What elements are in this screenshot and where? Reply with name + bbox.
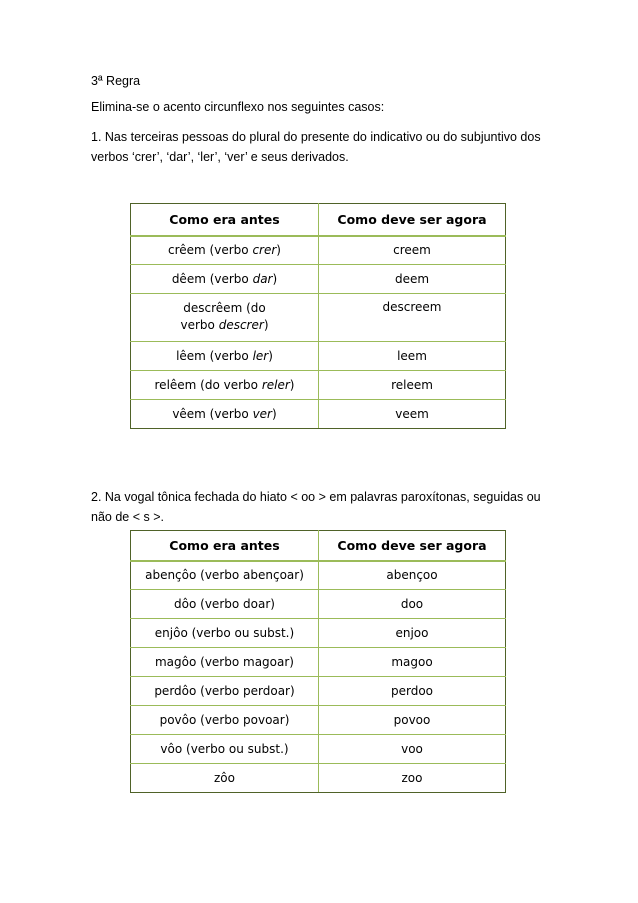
table-row [131,764,506,793]
table-row [131,342,506,371]
cell-before: zôo [131,764,319,793]
cell-now: doo [319,590,506,619]
cell-before: perdôo (verbo perdoar) [131,677,319,706]
table-row [131,561,506,590]
cell-now: perdoo [319,677,506,706]
cell-before: enjôo (verbo ou subst.) [131,619,319,648]
case1-table [130,203,506,429]
cell-now: enjoo [319,619,506,648]
table-row [131,590,506,619]
cell-now: povoo [319,706,506,735]
rule-title: 3ª Regra [91,74,141,88]
cell-now: creem [319,236,506,265]
cell-before: abençôo (verbo abençoar) [131,561,319,590]
case2-table [130,530,506,793]
cell-before: vôo (verbo ou subst.) [131,735,319,764]
case1-text: 1. Nas terceiras pessoas do plural do presente do indicativo ou do subjuntivo dos verbos ‘crer’, ‘dar’, ‘ler’, ‘ver’ e seus derivados. [91,130,541,164]
table-row [131,619,506,648]
table-row [131,294,506,342]
header-now: Como deve ser agora [319,204,506,236]
cell-now: descreem [319,294,506,342]
cell-before: lêem (verbo ler) [131,342,319,371]
cell-now: voo [319,735,506,764]
cell-before: magôo (verbo magoar) [131,648,319,677]
header-before: Como era antes [131,204,319,236]
cell-now: leem [319,342,506,371]
intro-text: Elimina-se o acento circunflexo nos seguintes casos: [91,100,385,114]
table-row [131,735,506,764]
cell-now: releem [319,371,506,400]
cell-before: dêem (verbo dar) [131,265,319,294]
table-row [131,371,506,400]
table-row [131,265,506,294]
header-before: Como era antes [131,531,319,561]
table-header-row [131,531,506,561]
cell-before: vêem (verbo ver) [131,400,319,429]
table-header-row [131,204,506,236]
table-row [131,706,506,735]
table-row [131,648,506,677]
cell-now: magoo [319,648,506,677]
cell-before: crêem (verbo crer) [131,236,319,265]
cell-now: veem [319,400,506,429]
table-row [131,677,506,706]
table-row [131,236,506,265]
case2-text: 2. Na vogal tônica fechada do hiato < oo > em palavras paroxítonas, seguidas ou não de < s >. [91,490,541,524]
cell-before: relêem (do verbo reler) [131,371,319,400]
cell-before: povôo (verbo povoar) [131,706,319,735]
header-now: Como deve ser agora [319,531,506,561]
cell-now: abençoo [319,561,506,590]
table-row [131,400,506,429]
cell-before: descrêem (do verbo descrer) [131,294,319,342]
cell-now: zoo [319,764,506,793]
cell-now: deem [319,265,506,294]
cell-before: dôo (verbo doar) [131,590,319,619]
